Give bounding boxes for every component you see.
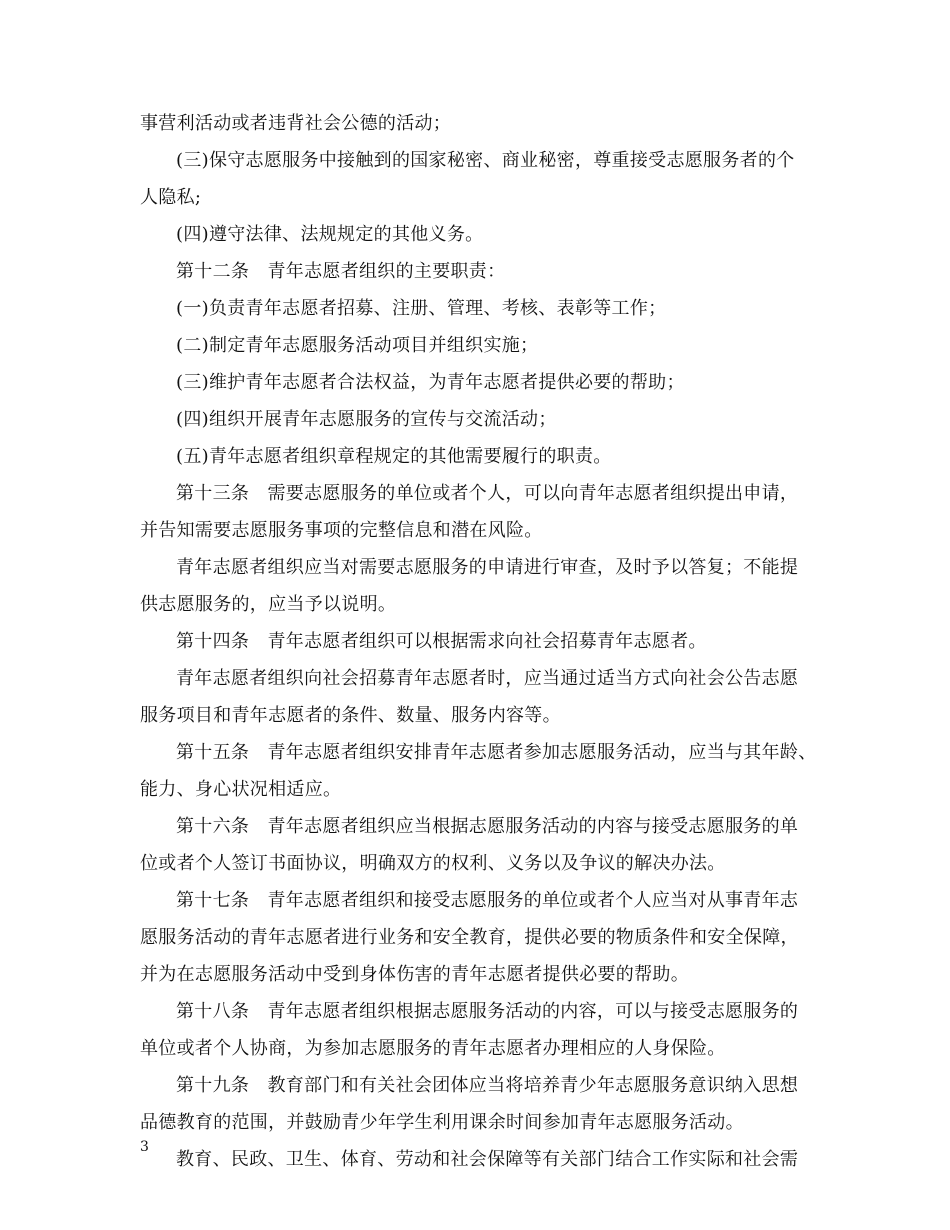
text-line: 服务项目和青年志愿者的条件、数量、服务内容等。 [140, 705, 561, 726]
text-line: 供志愿服务的，应当予以说明。 [140, 594, 397, 615]
text-line: (五)青年志愿者组织章程规定的其他需要履行的职责。 [176, 446, 612, 467]
text-line: 第十九条 教育部门和有关社会团体应当将培养青少年志愿服务意识纳入思想 [176, 1075, 799, 1096]
text-line: 单位或者个人协商，为参加志愿服务的青年志愿者办理相应的人身保险。 [140, 1038, 726, 1059]
text-line: 青年志愿者组织向社会招募青年志愿者时，应当通过适当方式向社会公告志愿 [176, 668, 799, 689]
text-line: 能力、身心状况相适应。 [140, 779, 342, 800]
text-line: 教育、民政、卫生、体育、劳动和社会保障等有关部门结合工作实际和社会需 [176, 1149, 799, 1170]
text-line: 第十五条 青年志愿者组织安排青年志愿者参加志愿服务活动，应当与其年龄、 [176, 742, 817, 763]
text-line: (四)遵守法律、法规规定的其他义务。 [176, 224, 484, 245]
text-line: 位或者个人签订书面协议，明确双方的权利、义务以及争议的解决办法。 [140, 853, 726, 874]
text-line: 事营利活动或者违背社会公德的活动； [140, 113, 452, 134]
text-line: 并为在志愿服务活动中受到身体伤害的青年志愿者提供必要的帮助。 [140, 964, 689, 985]
text-line: 青年志愿者组织应当对需要志愿服务的申请进行审查，及时予以答复；不能提 [176, 557, 799, 578]
text-line: (一)负责青年志愿者招募、注册、管理、考核、表彰等工作； [176, 298, 667, 319]
text-line: 第十八条 青年志愿者组织根据志愿服务活动的内容，可以与接受志愿服务的 [176, 1001, 799, 1022]
text-line: 并告知需要志愿服务事项的完整信息和潜在风险。 [140, 520, 543, 541]
text-line: (四)组织开展青年志愿服务的宣传与交流活动； [176, 409, 557, 430]
text-line: 人隐私; [140, 187, 202, 208]
text-line: (二)制定青年志愿服务活动项目并组织实施； [176, 335, 539, 356]
text-line: 第十四条 青年志愿者组织可以根据需求向社会招募青年志愿者。 [176, 631, 707, 652]
text-line: 第十二条 青年志愿者组织的主要职责： [176, 261, 506, 282]
text-line: 愿服务活动的青年志愿者进行业务和安全教育，提供必要的物质条件和安全保障， [140, 927, 799, 948]
text-line: 第十三条 需要志愿服务的单位或者个人，可以向青年志愿者组织提出申请， [176, 483, 799, 504]
text-line: (三)保守志愿服务中接触到的国家秘密、商业秘密，尊重接受志愿服务者的个 [176, 150, 795, 171]
text-line: 第十七条 青年志愿者组织和接受志愿服务的单位或者个人应当对从事青年志 [176, 890, 799, 911]
page-number: 3 [140, 1139, 149, 1155]
text-line: 第十六条 青年志愿者组织应当根据志愿服务活动的内容与接受志愿服务的单 [176, 816, 799, 837]
text-line: 品德教育的范围，并鼓励青少年学生利用课余时间参加青年志愿服务活动。 [140, 1112, 744, 1133]
text-line: (三)维护青年志愿者合法权益，为青年志愿者提供必要的帮助； [176, 372, 685, 393]
